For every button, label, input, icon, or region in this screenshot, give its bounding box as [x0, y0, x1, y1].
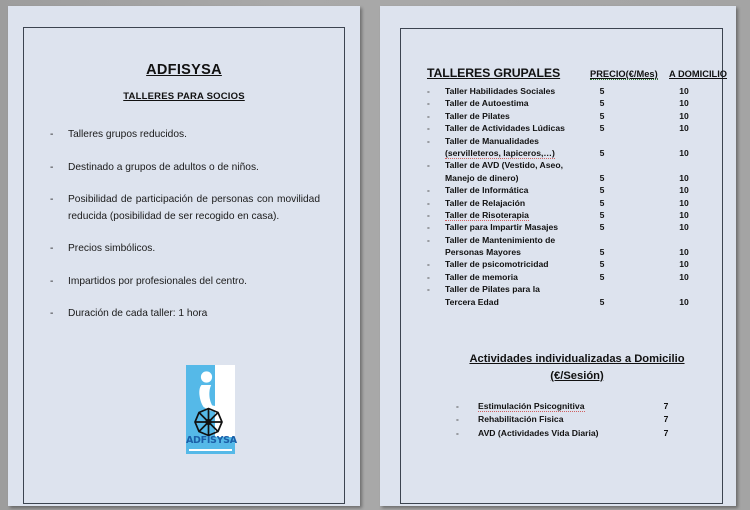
workshop-name: Taller de psicomotricidad: [445, 259, 549, 270]
logo-wordmark: ADFISYSA: [186, 435, 237, 446]
workshop-name: Taller para Impartir Masajes: [445, 222, 559, 233]
workshop-price: 5: [599, 209, 605, 220]
table-row-continuation: [427, 247, 732, 259]
list-item-text: Impartidos por profesionales del centro.: [68, 275, 247, 287]
table-row: [456, 428, 726, 441]
activity-price: 7: [663, 401, 669, 411]
row-marker: -: [427, 135, 430, 146]
workshop-price: 5: [599, 172, 605, 183]
logo-underline-bar: [189, 449, 232, 451]
feature-bullet-list: [50, 127, 320, 323]
list-item: [50, 274, 320, 291]
workshop-price: 5: [599, 123, 605, 134]
workshop-price: 5: [599, 296, 605, 307]
list-item: [50, 160, 320, 177]
row-marker: -: [427, 160, 430, 171]
workshop-home-price: 10: [679, 222, 689, 233]
table-row: [427, 235, 732, 247]
table-row: [427, 198, 732, 210]
workshop-home-price: 10: [679, 110, 689, 121]
workshop-price: 5: [599, 197, 605, 208]
workshop-name: Taller de memoria: [445, 271, 518, 282]
workshop-name: Taller de Informática: [445, 185, 529, 196]
workshop-home-price: 10: [679, 147, 689, 158]
table-row-continuation: [427, 173, 732, 185]
list-item-text: Talleres grupos reducidos.: [68, 129, 187, 140]
section-title-individual: Actividades individualizadas a Domicilio (€/Sesión): [469, 353, 685, 382]
page-title: ADFISYSA: [146, 62, 222, 78]
row-marker: -: [427, 209, 430, 220]
workshop-home-price: 10: [679, 197, 689, 208]
workshop-price: 5: [599, 86, 605, 96]
table-row: [427, 259, 732, 271]
workshop-name-line2: (servilleteros, lapiceros,…): [445, 147, 555, 158]
workshop-price: 5: [599, 98, 605, 109]
workshop-home-price: 10: [679, 123, 689, 134]
bullet-marker: -: [50, 194, 54, 206]
page-right-border-frame: [400, 28, 728, 504]
row-marker: -: [427, 98, 430, 109]
workshop-name: Taller de Pilates: [445, 110, 510, 121]
row-marker: -: [456, 414, 459, 425]
row-marker: -: [427, 284, 430, 295]
workshop-home-price: 10: [679, 209, 689, 220]
row-marker: -: [427, 271, 430, 282]
workshop-name-line2: Manejo de dinero): [445, 172, 519, 183]
table-row: [427, 222, 732, 234]
row-marker: -: [427, 110, 430, 121]
page-left-border-frame: [23, 27, 345, 504]
table-row: [427, 160, 732, 172]
row-marker: -: [427, 86, 430, 96]
list-item: [50, 306, 320, 323]
bullet-marker: -: [50, 129, 54, 140]
list-item: [50, 192, 320, 225]
workshop-name: Taller de Actividades Lúdicas: [445, 123, 565, 134]
activity-name: Rehabilitación Fisica: [478, 414, 564, 425]
workshops-table: [427, 86, 732, 309]
list-item-text: Posibilidad de participación de personas con movilidad reducida (posibilidad de ser recogido en casa).: [68, 194, 320, 222]
activity-price: 7: [663, 414, 669, 425]
workshop-name: Taller de Mantenimiento de: [445, 234, 556, 245]
row-marker: -: [456, 427, 459, 438]
workshop-name: Taller de Relajación: [445, 197, 526, 208]
workshop-home-price: 10: [679, 86, 689, 96]
bullet-marker: -: [50, 308, 54, 320]
row-marker: -: [427, 123, 430, 134]
workshop-name-line2: Personas Mayores: [445, 247, 521, 258]
individual-activities-table: [456, 401, 726, 441]
table-row: [427, 272, 732, 284]
table-row: [456, 401, 726, 414]
workshop-price: 5: [599, 259, 605, 270]
workshop-home-price: 10: [679, 98, 689, 109]
page-subtitle: TALLERES PARA SOCIOS: [123, 91, 245, 102]
page-left: [8, 6, 360, 506]
table-row: [427, 111, 732, 123]
workshop-price: 5: [599, 247, 605, 258]
workshop-home-price: 10: [679, 271, 689, 282]
workshop-home-price: 10: [679, 185, 689, 196]
workshop-home-price: 10: [679, 259, 689, 270]
activity-name: Estimulación Psicognitiva: [478, 401, 585, 411]
workshop-price: 5: [599, 271, 605, 282]
table-row: [427, 210, 732, 222]
workshop-name: Taller Habilidades Sociales: [445, 86, 556, 96]
table-row: [427, 136, 732, 148]
workshop-price: 5: [599, 222, 605, 233]
list-item-text: Destinado a grupos de adultos o de niños.: [68, 161, 259, 173]
table-row: [427, 86, 732, 98]
table-row: [427, 185, 732, 197]
row-marker: -: [427, 222, 430, 233]
workshop-name: Taller de Pilates para la: [445, 284, 540, 295]
list-item-text: Duración de cada taller: 1 hora: [68, 308, 208, 320]
workshop-name: Taller de Autoestima: [445, 98, 529, 109]
workshop-name-line2: Tercera Edad: [445, 296, 499, 307]
activity-name: AVD (Actividades Vida Diaria): [478, 427, 599, 438]
row-marker: -: [427, 197, 430, 208]
column-header-price: PRECIO(€/Mes): [590, 69, 658, 79]
workshop-name: Taller de AVD (Vestido, Aseo,: [445, 160, 563, 171]
activity-price: 7: [663, 427, 669, 438]
section-title-workshops: TALLERES GRUPALES: [427, 66, 561, 80]
workshop-price: 5: [599, 147, 605, 158]
list-item: [50, 241, 320, 258]
bullet-marker: -: [50, 243, 54, 255]
column-header-home: A DOMICILIO: [669, 69, 728, 79]
row-marker: -: [427, 185, 430, 196]
workshop-home-price: 10: [679, 247, 689, 258]
workshop-price: 5: [599, 185, 605, 196]
workshop-home-price: 10: [679, 296, 689, 307]
table-row: [456, 414, 726, 427]
bullet-marker: -: [50, 161, 54, 173]
workshop-home-price: 10: [679, 172, 689, 183]
table-row-continuation: [427, 297, 732, 309]
bullet-marker: -: [50, 275, 54, 287]
table-row: [427, 284, 732, 296]
row-marker: -: [427, 234, 430, 245]
row-marker: -: [456, 401, 459, 411]
list-item: [50, 127, 320, 144]
workshop-price: 5: [599, 110, 605, 121]
page-right: [380, 6, 736, 506]
row-marker: -: [427, 259, 430, 270]
table-row: [427, 98, 732, 110]
adfisysa-logo: [186, 365, 235, 454]
table-row: [427, 123, 732, 135]
workshop-name: Taller de Manualidades: [445, 135, 539, 146]
workshops-table-header: [427, 66, 727, 82]
list-item-text: Precios simbólicos.: [68, 243, 156, 255]
workshop-name: Taller de Risoterapia: [445, 209, 529, 220]
table-row-continuation: [427, 148, 732, 160]
